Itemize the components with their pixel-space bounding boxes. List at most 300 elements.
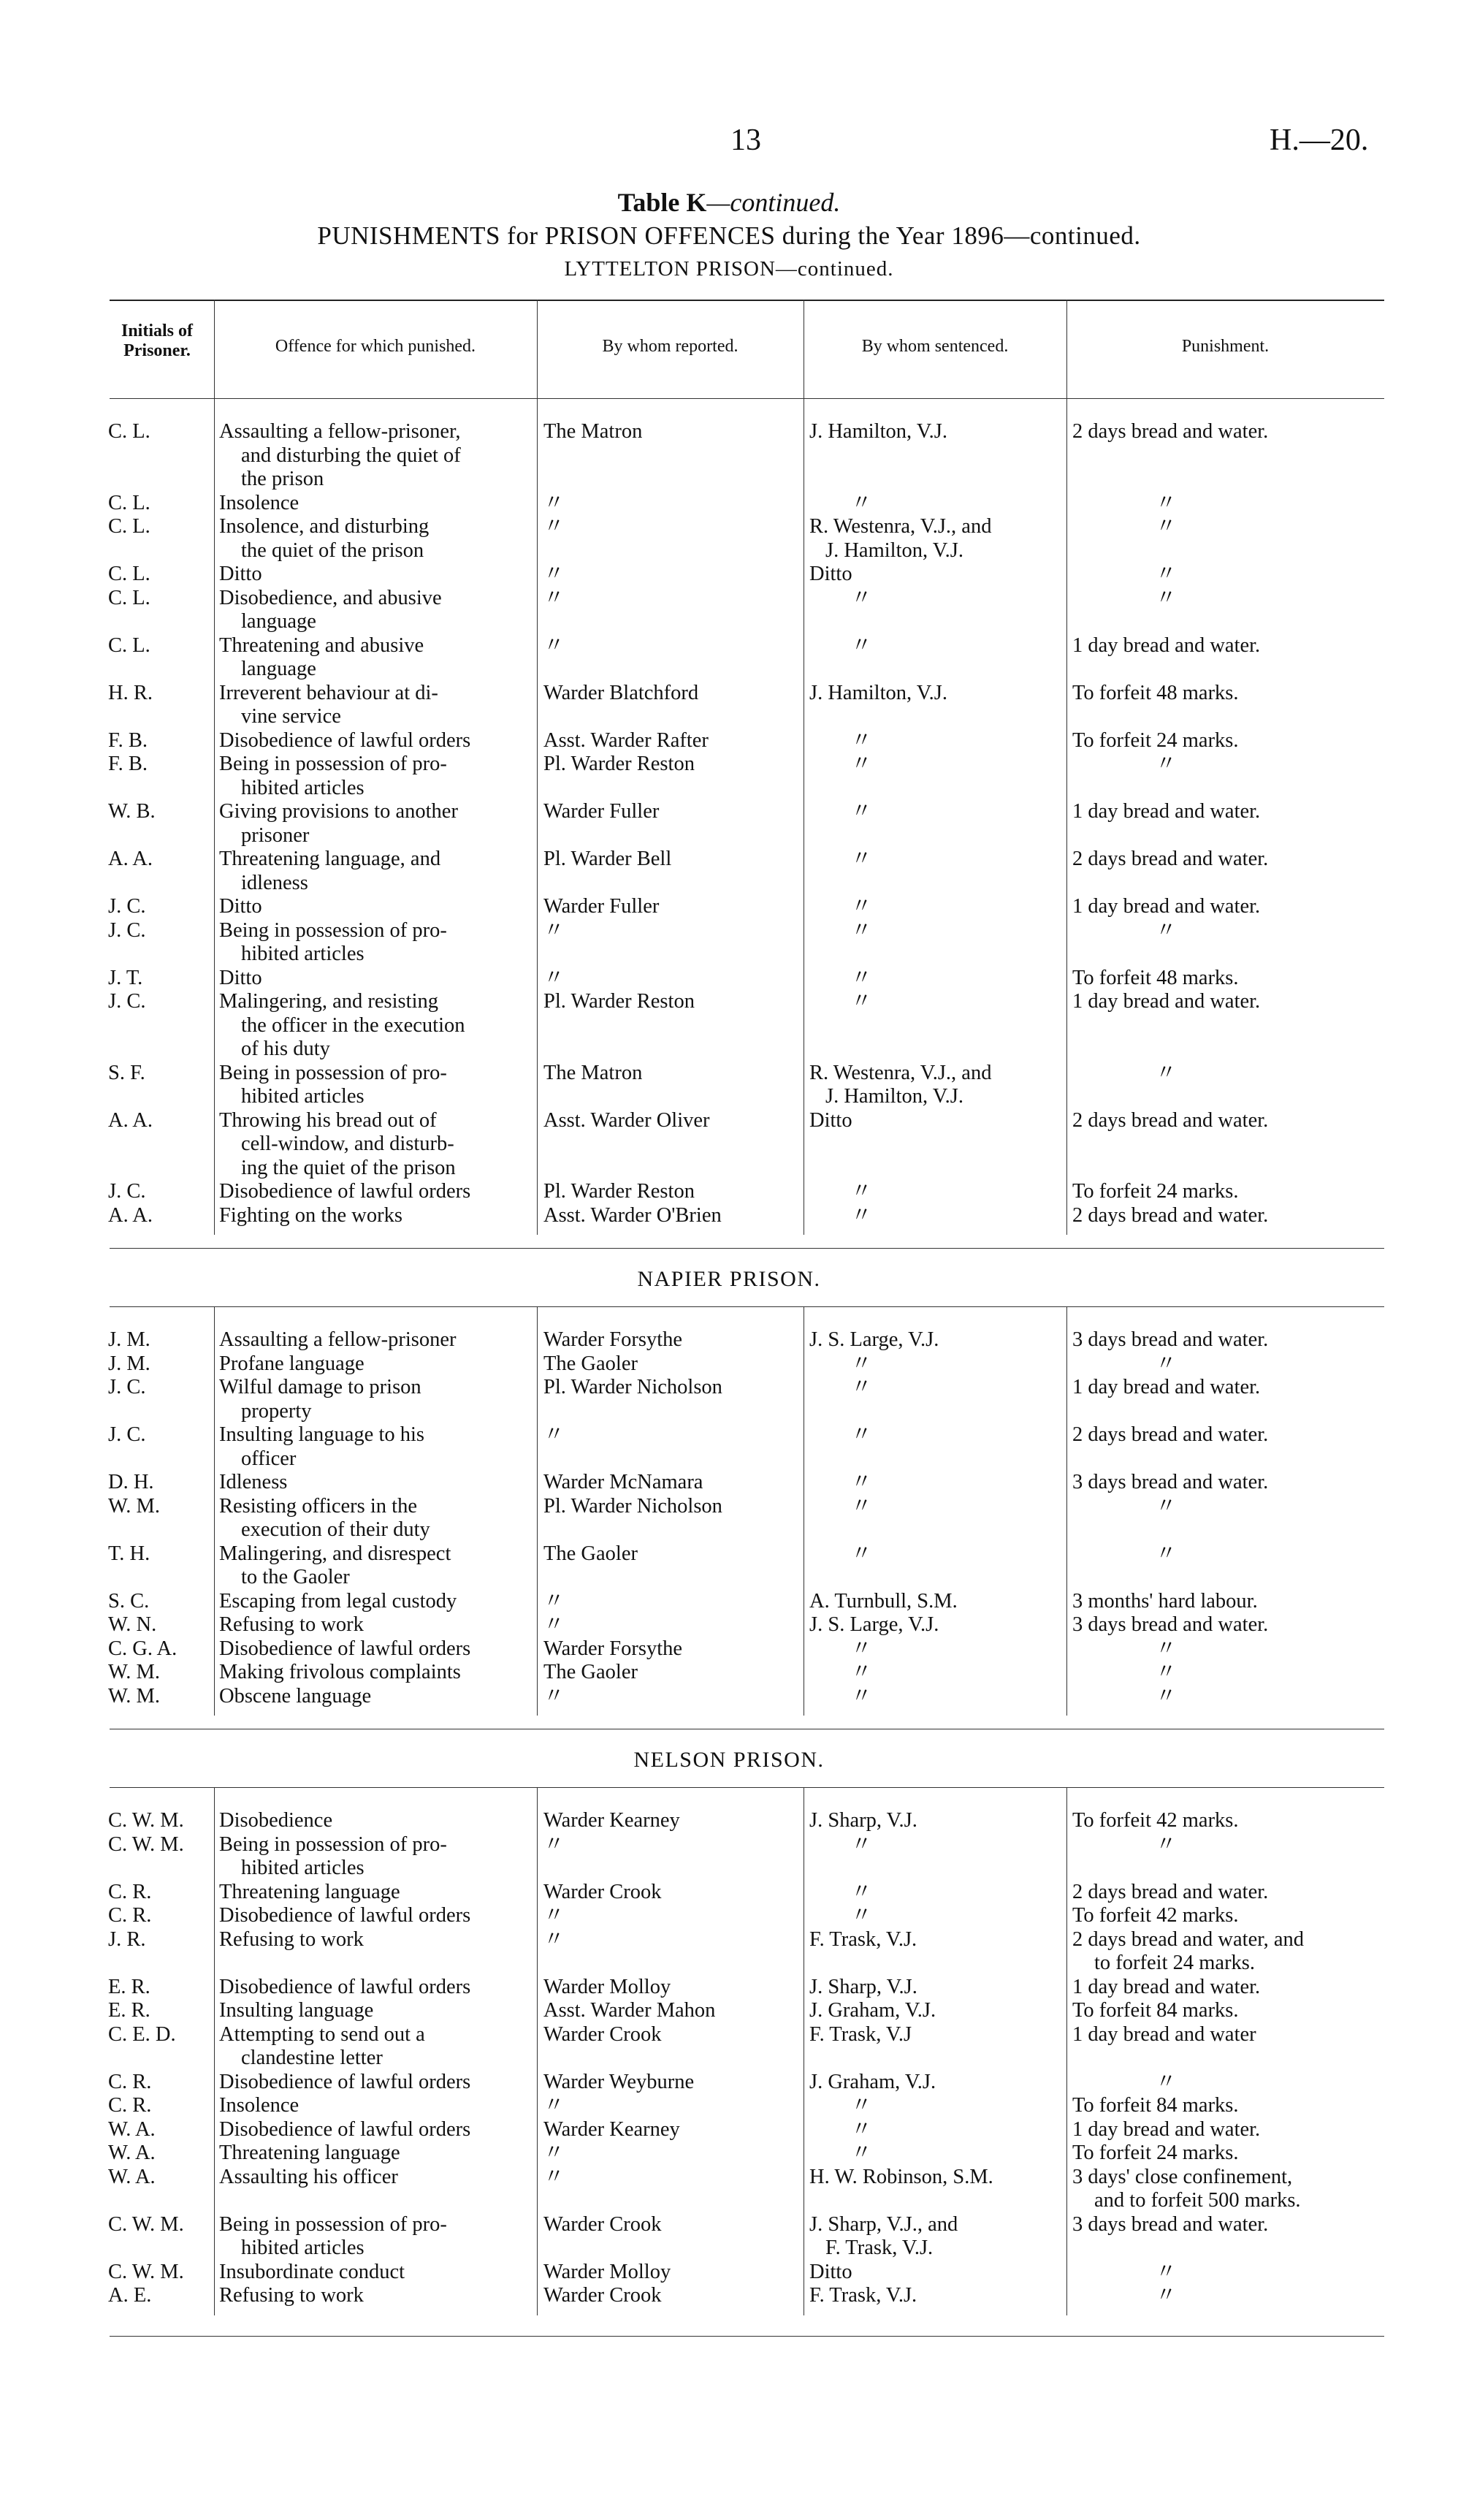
prisoner-initials: D. H. bbox=[108, 1471, 154, 1493]
offence-line: property bbox=[241, 1399, 312, 1423]
table-row bbox=[0, 1661, 1458, 1685]
punishment bbox=[1072, 1328, 1385, 1352]
punishment bbox=[1072, 634, 1385, 658]
prisoner-initials: C. W. M. bbox=[108, 1809, 184, 1832]
table-row bbox=[0, 2166, 1458, 2213]
offence-line: Assaulting his officer bbox=[219, 2165, 398, 2188]
sentenced-by-line: 〃 bbox=[809, 633, 872, 657]
punishment-line: 1 day bread and water. bbox=[1072, 990, 1261, 1013]
offence-cell bbox=[219, 848, 523, 895]
section-title-rule bbox=[110, 1306, 1384, 1307]
sentenced-by bbox=[809, 848, 1050, 872]
table-row bbox=[0, 1062, 1458, 1109]
punishment bbox=[1072, 2023, 1385, 2047]
punishment-line: 〃 bbox=[1072, 1661, 1177, 1683]
sentenced-by bbox=[809, 1109, 1050, 1133]
table-row bbox=[0, 1204, 1458, 1228]
offence-line: Disobedience of lawful orders bbox=[219, 2070, 471, 2093]
table-row bbox=[0, 1976, 1458, 2000]
punishment bbox=[1072, 1180, 1385, 1204]
punishment-line: 1 day bread and water. bbox=[1072, 1975, 1261, 1998]
offence-line: Disobedience of lawful orders bbox=[219, 2117, 471, 2141]
sentenced-by bbox=[809, 634, 1050, 658]
offence-line: Attempting to send out a bbox=[219, 2022, 425, 2046]
sentenced-by-line: 〃 bbox=[809, 1423, 872, 1446]
sentenced-by bbox=[809, 1928, 1050, 1952]
table-row bbox=[0, 682, 1458, 729]
offence-line: Ditto bbox=[219, 563, 262, 585]
table-row bbox=[0, 1352, 1458, 1377]
column-divider bbox=[214, 1787, 215, 2315]
sentenced-by bbox=[809, 2213, 1050, 2261]
sentenced-by-line: F. Trask, V.J. bbox=[809, 1927, 917, 1951]
offence-cell bbox=[219, 1685, 523, 1709]
offence-line: Ditto bbox=[219, 895, 262, 918]
prisoner-initials: A. E. bbox=[108, 2284, 152, 2307]
offence-line: clandestine letter bbox=[241, 2047, 383, 2069]
reported-by: The Gaoler bbox=[543, 1542, 638, 1565]
punishment-line: 〃 bbox=[1072, 1542, 1177, 1565]
sentenced-by-line: F. Trask, V.J. bbox=[809, 2284, 917, 2307]
offence-line: Refusing to work bbox=[219, 1927, 364, 1951]
offence-line: Being in possession of pro- bbox=[219, 753, 447, 775]
sentenced-by bbox=[809, 2166, 1050, 2190]
offence-cell bbox=[219, 1062, 523, 1109]
sentenced-by bbox=[809, 1976, 1050, 2000]
table-row bbox=[0, 515, 1458, 563]
table-row bbox=[0, 1809, 1458, 1833]
offence-cell bbox=[219, 2023, 523, 2071]
sentenced-by bbox=[809, 1904, 1050, 1928]
reported-by: Warder Crook bbox=[543, 2284, 662, 2307]
punishment-line: 2 days bread and water. bbox=[1072, 848, 1269, 870]
punishment-line: To forfeit 48 marks. bbox=[1072, 681, 1239, 704]
offence-cell bbox=[219, 2118, 523, 2142]
punishment bbox=[1072, 563, 1385, 587]
punishment bbox=[1072, 2142, 1385, 2166]
sentenced-by-line: 〃 bbox=[809, 1661, 872, 1683]
punishment-line: 2 days bread and water. bbox=[1072, 1880, 1269, 1903]
section-title-rule bbox=[110, 1787, 1384, 1788]
sentenced-by-line: J. Sharp, V.J. bbox=[809, 1975, 917, 1998]
offence-cell bbox=[219, 1542, 523, 1590]
punishment bbox=[1072, 848, 1385, 872]
table-row bbox=[0, 990, 1458, 1062]
table-row bbox=[0, 1495, 1458, 1542]
sentenced-by-line: Ditto bbox=[809, 1108, 852, 1132]
reported-by: Pl. Warder Reston bbox=[543, 990, 695, 1013]
offence-cell bbox=[219, 1204, 523, 1228]
sentenced-by-line: 〃 bbox=[809, 1203, 872, 1227]
prisoner-initials: J. M. bbox=[108, 1328, 150, 1351]
offence-line: and disturbing the quiet of bbox=[241, 444, 461, 467]
reported-by: 〃 bbox=[543, 2165, 565, 2188]
sentenced-by bbox=[809, 1809, 1050, 1833]
prisoner-initials: J. R. bbox=[108, 1927, 146, 1951]
sentenced-by bbox=[809, 1495, 1050, 1519]
punishment-line: To forfeit 42 marks. bbox=[1072, 1809, 1239, 1832]
offence-line: Disobedience of lawful orders bbox=[219, 1180, 471, 1203]
punishment-line: 〃 bbox=[1072, 1352, 1177, 1375]
offence-line: Malingering, and resisting bbox=[219, 990, 438, 1013]
section-separator-rule bbox=[110, 1248, 1384, 1249]
prisoner-initials: F. B. bbox=[108, 728, 148, 752]
reported-by: 〃 bbox=[543, 1423, 565, 1446]
reported-by: Warder Kearney bbox=[543, 2117, 680, 2141]
punishment bbox=[1072, 1109, 1385, 1133]
sentenced-by bbox=[809, 1542, 1050, 1567]
punishment bbox=[1072, 420, 1385, 444]
punishment-line: and to forfeit 500 marks. bbox=[1094, 2189, 1301, 2212]
offence-line: Assaulting a fellow-prisoner bbox=[219, 1328, 457, 1351]
prisoner-initials: S. F. bbox=[108, 1061, 145, 1084]
table-row bbox=[0, 634, 1458, 682]
punishment bbox=[1072, 1542, 1385, 1567]
reported-by: Asst. Warder Oliver bbox=[543, 1108, 710, 1132]
punishment bbox=[1072, 1904, 1385, 1928]
offence-line: of his duty bbox=[241, 1038, 330, 1060]
sentenced-by-line: 〃 bbox=[809, 2117, 872, 2141]
reported-by: 〃 bbox=[543, 2094, 565, 2117]
offence-line: Assaulting a fellow-prisoner, bbox=[219, 420, 461, 443]
offence-line: Insubordinate conduct bbox=[219, 2260, 405, 2283]
punishment-line: 〃 bbox=[1072, 753, 1177, 775]
sentenced-by bbox=[809, 895, 1050, 919]
punishment bbox=[1072, 919, 1385, 943]
offence-cell bbox=[219, 1180, 523, 1204]
reported-by: 〃 bbox=[543, 563, 565, 585]
prisoner-initials: W. M. bbox=[108, 1661, 160, 1683]
punishment bbox=[1072, 2094, 1385, 2118]
punishment bbox=[1072, 1999, 1385, 2023]
offence-cell bbox=[219, 967, 523, 991]
sentenced-by-line: 〃 bbox=[809, 1832, 872, 1856]
punishment bbox=[1072, 2166, 1385, 2213]
reported-by: 〃 bbox=[543, 918, 565, 942]
sentenced-by-line: 〃 bbox=[809, 990, 872, 1013]
sentenced-by-line: 〃 bbox=[809, 1684, 872, 1708]
offence-line: Insulting language bbox=[219, 1999, 374, 2022]
prisoner-initials: W. B. bbox=[108, 800, 156, 823]
offence-cell bbox=[219, 1881, 523, 1905]
offence-cell bbox=[219, 919, 523, 967]
reported-by: 〃 bbox=[543, 1613, 565, 1636]
offence-line: hibited articles bbox=[241, 943, 364, 965]
punishment bbox=[1072, 1062, 1385, 1086]
sentenced-by-line: Ditto bbox=[809, 2260, 852, 2283]
punishment-line: 〃 bbox=[1072, 1684, 1177, 1708]
reported-by: Warder Forsythe bbox=[543, 1637, 683, 1660]
sentenced-by-line: 〃 bbox=[809, 1471, 872, 1493]
table-row bbox=[0, 967, 1458, 991]
sentenced-by-line: J. Hamilton, V.J. bbox=[809, 681, 947, 704]
punishment-line: To forfeit 24 marks. bbox=[1072, 2142, 1239, 2164]
table-row bbox=[0, 1904, 1458, 1928]
offence-cell bbox=[219, 1613, 523, 1637]
offence-line: the quiet of the prison bbox=[241, 538, 424, 562]
prisoner-initials: C. L. bbox=[108, 491, 150, 514]
sentenced-by bbox=[809, 729, 1050, 753]
column-divider bbox=[214, 398, 215, 1235]
offence-line: Disobedience of lawful orders bbox=[219, 728, 471, 752]
punishment-line: 2 days bread and water, and bbox=[1072, 1927, 1304, 1951]
table-row bbox=[0, 1376, 1458, 1423]
sentenced-by bbox=[809, 515, 1050, 563]
offence-cell bbox=[219, 753, 523, 800]
offence-line: ing the quiet of the prison bbox=[241, 1156, 456, 1179]
prisoner-initials: W. A. bbox=[108, 2165, 156, 2188]
offence-line: hibited articles bbox=[241, 2237, 364, 2259]
punishment-line: 1 day bread and water. bbox=[1072, 1376, 1261, 1398]
reported-by: Asst. Warder O'Brien bbox=[543, 1203, 722, 1227]
reported-by: 〃 bbox=[543, 966, 565, 989]
prisoner-initials: C. L. bbox=[108, 586, 150, 609]
offence-cell bbox=[219, 634, 523, 682]
sentenced-by bbox=[809, 492, 1050, 516]
punishment bbox=[1072, 2071, 1385, 2095]
table-row bbox=[0, 1423, 1458, 1471]
prisoner-initials: J. C. bbox=[108, 1376, 146, 1398]
sentenced-by-line: J. Sharp, V.J., and bbox=[809, 2212, 958, 2236]
table-row bbox=[0, 1590, 1458, 1614]
reported-by: Warder McNamara bbox=[543, 1471, 703, 1493]
offence-cell bbox=[219, 2284, 523, 2308]
table-row bbox=[0, 729, 1458, 753]
offence-line: Profane language bbox=[219, 1352, 364, 1375]
sentenced-by bbox=[809, 587, 1050, 611]
sentenced-by bbox=[809, 682, 1050, 706]
sentenced-by bbox=[809, 1999, 1050, 2023]
offence-cell bbox=[219, 492, 523, 516]
reported-by: 〃 bbox=[543, 1904, 565, 1927]
reported-by: Warder Crook bbox=[543, 1880, 662, 1903]
sentenced-by-line: J. Sharp, V.J. bbox=[809, 1809, 917, 1832]
prisoner-initials: C. L. bbox=[108, 420, 150, 443]
sentenced-by-line: 〃 bbox=[809, 1880, 872, 1903]
offence-cell bbox=[219, 1976, 523, 2000]
punishment-line: 1 day bread and water bbox=[1072, 2022, 1256, 2046]
punishment-line: to forfeit 24 marks. bbox=[1094, 1952, 1256, 1974]
offence-line: Being in possession of pro- bbox=[219, 2212, 447, 2236]
punishment-line: 〃 bbox=[1072, 563, 1177, 585]
table-row bbox=[0, 753, 1458, 800]
sentenced-by bbox=[809, 420, 1050, 444]
prisoner-initials: C. W. M. bbox=[108, 2212, 184, 2236]
punishment bbox=[1072, 800, 1385, 824]
table-row bbox=[0, 895, 1458, 919]
reported-by: Warder Fuller bbox=[543, 895, 660, 918]
reported-by: Pl. Warder Reston bbox=[543, 753, 695, 775]
offence-line: Disobedience of lawful orders bbox=[219, 1637, 471, 1660]
reported-by: 〃 bbox=[543, 1684, 565, 1708]
punishment-line: 1 day bread and water. bbox=[1072, 800, 1261, 823]
sentenced-by bbox=[809, 1881, 1050, 1905]
reported-by: Pl. Warder Nicholson bbox=[543, 1494, 722, 1518]
reported-by: Asst. Warder Mahon bbox=[543, 1999, 716, 2022]
offence-line: Being in possession of pro- bbox=[219, 1061, 447, 1084]
table-title-main: Table K bbox=[617, 188, 707, 217]
reported-by: The Matron bbox=[543, 420, 643, 443]
punishment-line: 2 days bread and water. bbox=[1072, 1423, 1269, 1446]
offence-cell bbox=[219, 1661, 523, 1685]
offence-cell bbox=[219, 515, 523, 563]
reported-by: Warder Crook bbox=[543, 2212, 662, 2236]
offence-line: cell-window, and disturb- bbox=[241, 1133, 454, 1155]
offence-line: Fighting on the works bbox=[219, 1203, 402, 1227]
offence-cell bbox=[219, 2261, 523, 2285]
table-row bbox=[0, 492, 1458, 516]
punishment bbox=[1072, 1495, 1385, 1519]
punishment-line: 1 day bread and water. bbox=[1072, 895, 1261, 918]
punishment-line: 〃 bbox=[1072, 1494, 1177, 1518]
punishment-line: 〃 bbox=[1072, 1832, 1177, 1856]
punishment-line: 2 days bread and water. bbox=[1072, 420, 1269, 443]
offence-line: Irreverent behaviour at di- bbox=[219, 681, 438, 704]
sentenced-by-line: 〃 bbox=[809, 491, 872, 514]
sentenced-by-line: A. Turnbull, S.M. bbox=[809, 1589, 958, 1613]
offence-line: Threatening language bbox=[219, 2142, 400, 2164]
sentenced-by-line: 〃 bbox=[809, 1904, 872, 1927]
prisoner-initials: C. W. M. bbox=[108, 1832, 184, 1856]
sentenced-by-line: 〃 bbox=[809, 1494, 872, 1518]
sentenced-by-line: H. W. Robinson, S.M. bbox=[809, 2165, 993, 2188]
column-header-initials: Initials of Prisoner. bbox=[121, 321, 193, 360]
reported-by: Warder Weyburne bbox=[543, 2070, 695, 2093]
prisoner-initials: J. T. bbox=[108, 966, 143, 989]
reported-by: 〃 bbox=[543, 586, 565, 609]
reported-by: 〃 bbox=[543, 1927, 565, 1951]
offence-cell bbox=[219, 1590, 523, 1614]
prisoner-initials: A. A. bbox=[108, 1108, 153, 1132]
sentenced-by-line: J. Hamilton, V.J. bbox=[809, 420, 947, 443]
table-row bbox=[0, 2142, 1458, 2166]
punishment bbox=[1072, 1685, 1385, 1709]
sentenced-by-line: R. Westenra, V.J., and bbox=[809, 1061, 992, 1084]
offence-line: Threatening and abusive bbox=[219, 633, 424, 657]
sentenced-by-line: R. Westenra, V.J., and bbox=[809, 515, 992, 538]
sentenced-by bbox=[809, 1590, 1050, 1614]
punishment bbox=[1072, 1590, 1385, 1614]
prisoner-initials: W. N. bbox=[108, 1613, 157, 1636]
prisoner-initials: C. L. bbox=[108, 515, 150, 538]
sentenced-by-line: 〃 bbox=[809, 918, 872, 942]
offence-cell bbox=[219, 729, 523, 753]
sentenced-by-line: 〃 bbox=[809, 800, 872, 823]
column-header-reported: By whom reported. bbox=[602, 337, 738, 356]
sentenced-by-line: 〃 bbox=[809, 848, 872, 870]
offence-line: Insulting language to his bbox=[219, 1423, 425, 1446]
prisoner-initials: A. A. bbox=[108, 848, 153, 870]
sentenced-by-line: J. Hamilton, V.J. bbox=[825, 538, 963, 562]
table-row bbox=[0, 1109, 1458, 1181]
sentenced-by-line: J. S. Large, V.J. bbox=[809, 1613, 939, 1636]
prisoner-initials: C. E. D. bbox=[108, 2022, 176, 2046]
sentenced-by bbox=[809, 2284, 1050, 2308]
punishment bbox=[1072, 1204, 1385, 1228]
table-title bbox=[0, 187, 1458, 218]
offence-cell bbox=[219, 1328, 523, 1352]
reported-by: Warder Blatchford bbox=[543, 681, 699, 704]
table-row bbox=[0, 2071, 1458, 2095]
offence-line: Threatening language, and bbox=[219, 848, 441, 870]
offence-line: Insolence bbox=[219, 2094, 299, 2117]
sentenced-by bbox=[809, 1328, 1050, 1352]
table-row bbox=[0, 1471, 1458, 1495]
table-row bbox=[0, 2023, 1458, 2071]
punishment-line: 3 days bread and water. bbox=[1072, 1328, 1269, 1351]
offence-line: idleness bbox=[241, 871, 308, 894]
offence-line: to the Gaoler bbox=[241, 1566, 350, 1588]
reported-by: Warder Molloy bbox=[543, 2260, 671, 2283]
section-title: NAPIER PRISON. bbox=[637, 1267, 821, 1291]
reported-by: 〃 bbox=[543, 633, 565, 657]
table-row bbox=[0, 1637, 1458, 1661]
sentenced-by bbox=[809, 919, 1050, 943]
offence-line: Refusing to work bbox=[219, 2284, 364, 2307]
offence-line: Throwing his bread out of bbox=[219, 1108, 437, 1132]
table-row bbox=[0, 848, 1458, 895]
sentenced-by bbox=[809, 800, 1050, 824]
offence-cell bbox=[219, 895, 523, 919]
offence-line: Disobedience of lawful orders bbox=[219, 1904, 471, 1927]
prisoner-initials: H. R. bbox=[108, 681, 153, 704]
sentenced-by bbox=[809, 2142, 1050, 2166]
offence-line: the officer in the execution bbox=[241, 1013, 465, 1037]
offence-cell bbox=[219, 1928, 523, 1952]
header-column-divider bbox=[214, 300, 215, 398]
reported-by: Pl. Warder Nicholson bbox=[543, 1376, 722, 1398]
table-row bbox=[0, 919, 1458, 967]
reported-by: Warder Molloy bbox=[543, 1975, 671, 1998]
reported-by: Pl. Warder Reston bbox=[543, 1180, 695, 1203]
sentenced-by bbox=[809, 1833, 1050, 1857]
reported-by: 〃 bbox=[543, 1832, 565, 1856]
punishment-line: 〃 bbox=[1072, 2070, 1177, 2093]
punishment-line: 3 months' hard labour. bbox=[1072, 1589, 1258, 1613]
offence-cell bbox=[219, 1809, 523, 1833]
reported-by: Warder Crook bbox=[543, 2022, 662, 2046]
sentenced-by bbox=[809, 563, 1050, 587]
page-number: 13 bbox=[730, 123, 761, 157]
offence-cell bbox=[219, 2166, 523, 2190]
table-subtitle: PUNISHMENTS for PRISON OFFENCES during the Year 1896—continued. bbox=[317, 221, 1141, 250]
punishment bbox=[1072, 492, 1385, 516]
sentenced-by bbox=[809, 1661, 1050, 1685]
prisoner-initials: C. R. bbox=[108, 1880, 152, 1903]
punishment bbox=[1072, 1833, 1385, 1857]
sentenced-by bbox=[809, 1062, 1050, 1109]
punishment bbox=[1072, 1661, 1385, 1685]
table-row bbox=[0, 420, 1458, 492]
table-row bbox=[0, 563, 1458, 587]
sentenced-by-line: Ditto bbox=[809, 563, 852, 585]
sentenced-by-line: J. Graham, V.J. bbox=[809, 2070, 936, 2093]
offence-cell bbox=[219, 420, 523, 492]
reported-by: Warder Forsythe bbox=[543, 1328, 683, 1351]
sentenced-by-line: J. S. Large, V.J. bbox=[809, 1328, 939, 1351]
prisoner-initials: E. R. bbox=[108, 1975, 150, 1998]
offence-line: hibited articles bbox=[241, 1085, 364, 1108]
offence-cell bbox=[219, 2094, 523, 2118]
punishment bbox=[1072, 967, 1385, 991]
reported-by: The Gaoler bbox=[543, 1661, 638, 1683]
prisoner-initials: J. C. bbox=[108, 1180, 146, 1203]
sentenced-by bbox=[809, 2118, 1050, 2142]
sentenced-by bbox=[809, 1352, 1050, 1377]
sentenced-by bbox=[809, 2094, 1050, 2118]
prisoner-initials: J. C. bbox=[108, 1423, 146, 1446]
prisoner-initials: S. C. bbox=[108, 1589, 150, 1613]
